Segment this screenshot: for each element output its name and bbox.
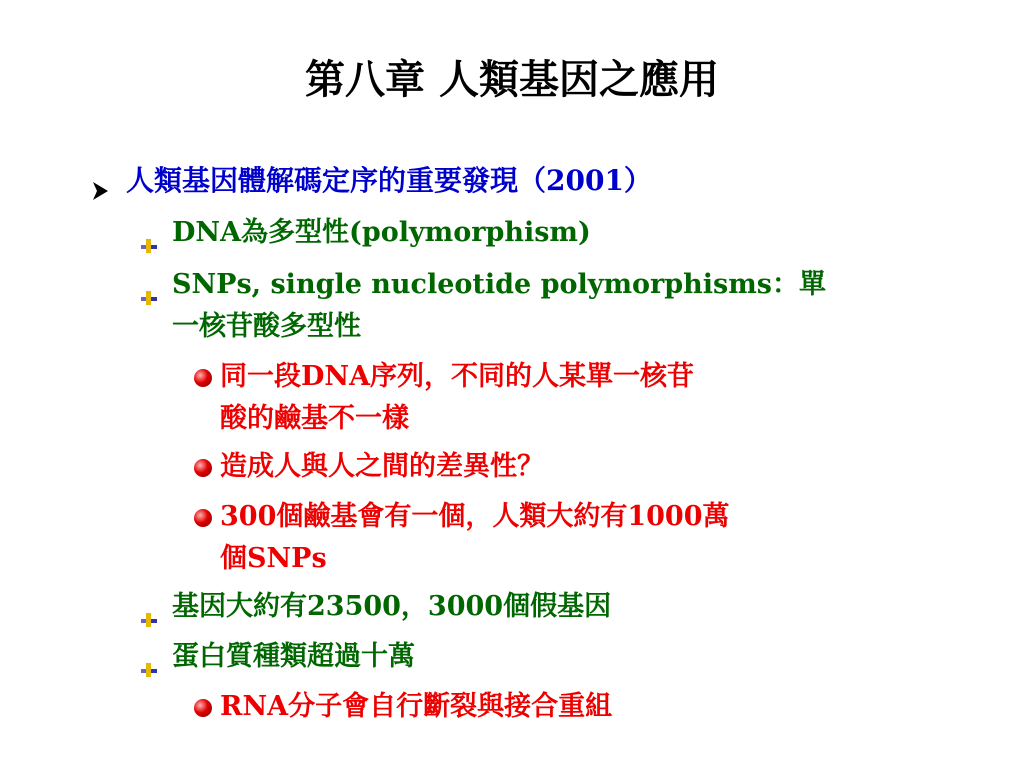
- red-ball-bullet-icon: [194, 699, 212, 717]
- bullet-text-line1: 同一段DNA序列，不同的人某單一核苷: [220, 361, 695, 392]
- red-ball-bullet-icon: [194, 369, 212, 387]
- bullet-text-line2: 酸的鹼基不一樣: [220, 403, 409, 434]
- bullet-text: RNA分子會自行斷裂與接合重組: [220, 691, 613, 722]
- pin-bullet-icon: [140, 649, 158, 665]
- bullet-text-line1: SNPs, single nucleotide polymorphisms：單: [172, 269, 826, 300]
- bullet-text: 造成人與人之間的差異性？: [220, 451, 544, 482]
- red-ball-bullet-icon: [194, 509, 212, 527]
- bullet-text: 基因大約有23500，3000個假基因: [172, 591, 612, 622]
- pin-bullet-icon: [140, 225, 158, 241]
- bullet-text-line2: 個SNPs: [220, 543, 327, 574]
- bullet-text: DNA為多型性(polymorphism): [172, 217, 591, 248]
- bullet-text: 人類基因體解碼定序的重要發現（2001）: [126, 164, 652, 197]
- arrow-bullet-icon: [92, 171, 110, 213]
- bullet-text-line2: 一核苷酸多型性: [172, 311, 361, 342]
- red-ball-bullet-icon: [194, 459, 212, 477]
- pin-bullet-icon: [140, 277, 158, 293]
- bullet-text: 蛋白質種類超過十萬: [172, 641, 415, 672]
- bullet-text-line1: 300個鹼基會有一個，人類大約有1000萬: [220, 501, 730, 532]
- pin-bullet-icon: [140, 599, 158, 615]
- slide-title: 第八章 人類基因之應用: [305, 56, 719, 103]
